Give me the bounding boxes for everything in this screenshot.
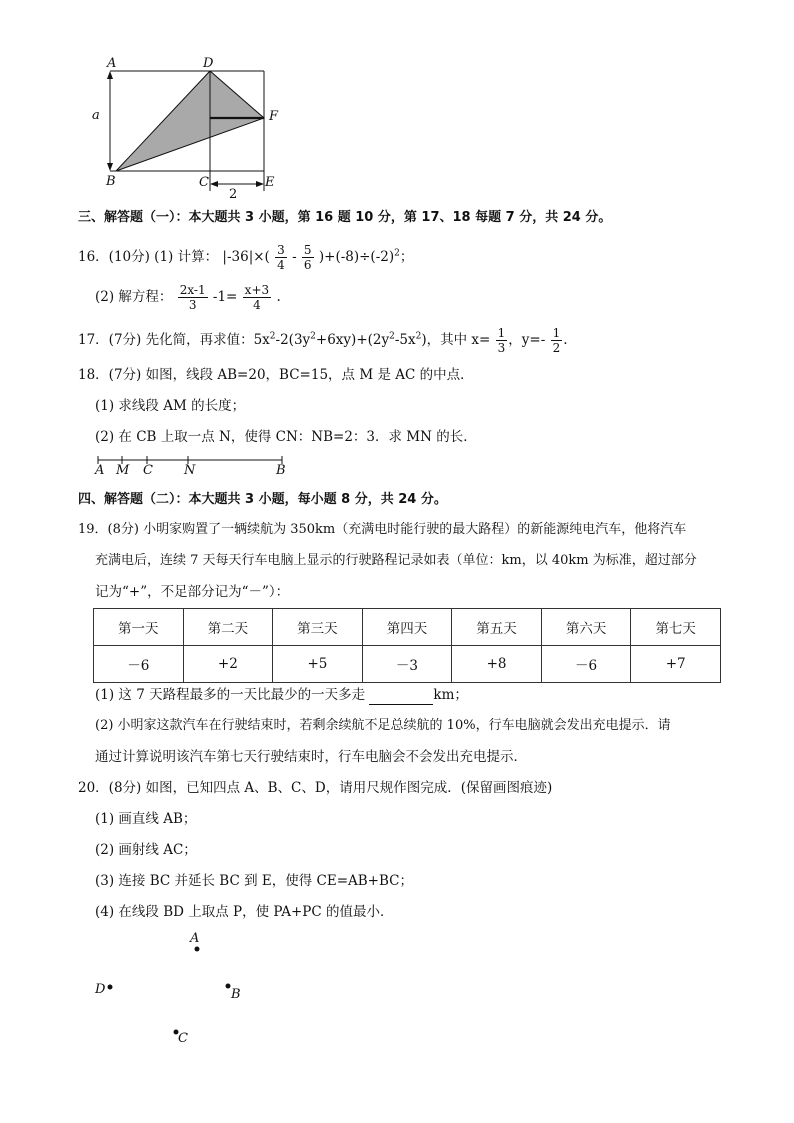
q16-sup: 2	[394, 248, 400, 259]
q20-point-C: C	[178, 1031, 188, 1046]
q17-d: -5x	[394, 332, 416, 348]
answer-blank[interactable]	[369, 690, 433, 705]
table-cell: +2	[183, 646, 273, 683]
q17-sup1: 2	[269, 331, 276, 342]
q17-frac-y: $\frac{1}{2}$	[552, 326, 561, 355]
table-cell: +7	[631, 646, 721, 683]
q20-part1: (1) 画直线 AB；	[95, 811, 197, 827]
q16-p2-prefix: (2) 解方程：	[95, 289, 173, 305]
q16-part1	[78, 243, 413, 272]
q18-stem: 18．(7分) 如图，线段 AB=20，BC=15，点 M 是 AC 的中点．	[78, 367, 474, 383]
q19-p1-unit: km；	[433, 687, 468, 703]
table-header-cell: 第三天	[273, 609, 363, 646]
q19-line3: 记为“+”，不足部分记为“－”）：	[95, 584, 290, 600]
q19-part1	[95, 685, 468, 705]
q19-p1-text: (1) 这 7 天路程最多的一天比最少的一天多走	[95, 687, 366, 703]
q17-e: )，其中 x=	[421, 332, 491, 348]
table-header-cell: 第五天	[452, 609, 542, 646]
table-cell: －6	[94, 646, 184, 683]
figure-rectangle-triangle	[88, 54, 288, 204]
label-C: C	[199, 175, 209, 190]
q18-part1: (1) 求线段 AM 的长度；	[95, 398, 246, 414]
q19-line2: 充满电后，连续 7 天每天行车电脑上显示的行驶路程记录如表（单位：km，以 40km 为标准，超过部分	[95, 553, 697, 568]
q16-p1-prefix: 16．(10分) (1) 计算：	[78, 249, 219, 265]
table-row	[94, 646, 721, 683]
q16-frac4: $\frac{x+3}{4}$	[244, 283, 270, 312]
table-header-cell: 第一天	[94, 609, 184, 646]
table-cell: +5	[273, 646, 363, 683]
label-a: a	[92, 108, 100, 123]
q17-frac-x: $\frac{1}{3}$	[497, 326, 506, 355]
table-header-cell: 第七天	[631, 609, 721, 646]
q20-part2: (2) 画射线 AC；	[95, 842, 197, 858]
q16-expr-b: )+(-8)÷(-2)	[318, 249, 395, 265]
table-header-cell: 第四天	[362, 609, 452, 646]
q17-text	[78, 326, 568, 355]
q20-point-A: A	[190, 931, 200, 946]
q18-point-A: A	[95, 463, 105, 478]
q18-point-M: M	[116, 463, 130, 478]
section3-title: 三、解答题（一）：本大题共 3 小题，第 16 题 10 分，第 17、18 每题 7 分，共 24 分。	[78, 210, 612, 225]
q18-point-N: N	[184, 463, 196, 478]
label-D: D	[203, 56, 214, 71]
q16-frac2: $\frac{5}{6}$	[303, 243, 312, 272]
q19-part2b: 通过计算说明该汽车第七天行驶结束时，行车电脑会不会发出充电提示．	[95, 749, 527, 765]
q17-g: .	[563, 332, 568, 348]
q19-part2a: (2) 小明家这款汽车在行驶结束时，若剩余续航不足总续航的 10%，行车电脑就会发出充电提示．请	[95, 718, 671, 733]
q19-line1: 19．(8分) 小明家购置了一辆续航为 350km（充满电时能行驶的最大路程）的新能源纯电汽车，他将汽车	[78, 522, 687, 537]
label-F: F	[269, 109, 279, 124]
q20-point-D: D	[95, 982, 106, 997]
q17-a: 17．(7分) 先化简，再求值：5x	[78, 332, 270, 348]
q16-expr-a: |-36|×(	[222, 249, 270, 265]
q17-sup2: 2	[310, 331, 316, 342]
label-A: A	[107, 56, 117, 71]
q17-f: ，y=-	[508, 332, 546, 348]
section4-title: 四、解答题（二）：本大题共 3 小题，每小题 8 分，共 24 分。	[78, 492, 447, 507]
q17-sup4: 2	[415, 331, 422, 342]
q16-part2	[95, 283, 281, 312]
q16-p2-end: .	[276, 289, 281, 305]
q16-minus: -	[292, 249, 297, 265]
table-header-cell: 第二天	[183, 609, 273, 646]
label-E: E	[265, 175, 275, 190]
q18-point-B: B	[276, 463, 286, 478]
q18-point-C: C	[143, 463, 153, 478]
q16-p2-mid: -1=	[212, 289, 238, 305]
q20-stem: 20．(8分) 如图，已知四点 A、B、C、D，请用尺规作图完成．(保留画图痕迹)	[78, 780, 553, 796]
table-header-cell: 第六天	[541, 609, 631, 646]
label-2: 2	[229, 187, 238, 202]
q16-frac1: $\frac{3}{4}$	[277, 243, 285, 272]
q17-b: -2(3y	[275, 332, 311, 348]
table-cell: +8	[452, 646, 542, 683]
q16-end: ；	[399, 249, 414, 265]
q18-part2: (2) 在 CB 上取一点 N，使得 CN：NB=2：3．求 MN 的长．	[95, 429, 477, 445]
table-cell: －3	[362, 646, 452, 683]
table-header-row	[94, 609, 721, 646]
q17-c: +6xy)+(2y	[315, 332, 390, 348]
q17-sup3: 2	[389, 331, 395, 342]
mileage-table	[93, 608, 721, 683]
label-B: B	[106, 174, 116, 189]
q20-part3: (3) 连接 BC 并延长 BC 到 E，使得 CE=AB+BC；	[95, 873, 413, 889]
q20-part4: (4) 在线段 BD 上取点 P，使 PA+PC 的值最小．	[95, 904, 394, 920]
q20-point-B: B	[231, 987, 241, 1002]
q16-frac3: $\frac{2x-1}{3}$	[179, 283, 206, 312]
table-cell: －6	[541, 646, 631, 683]
